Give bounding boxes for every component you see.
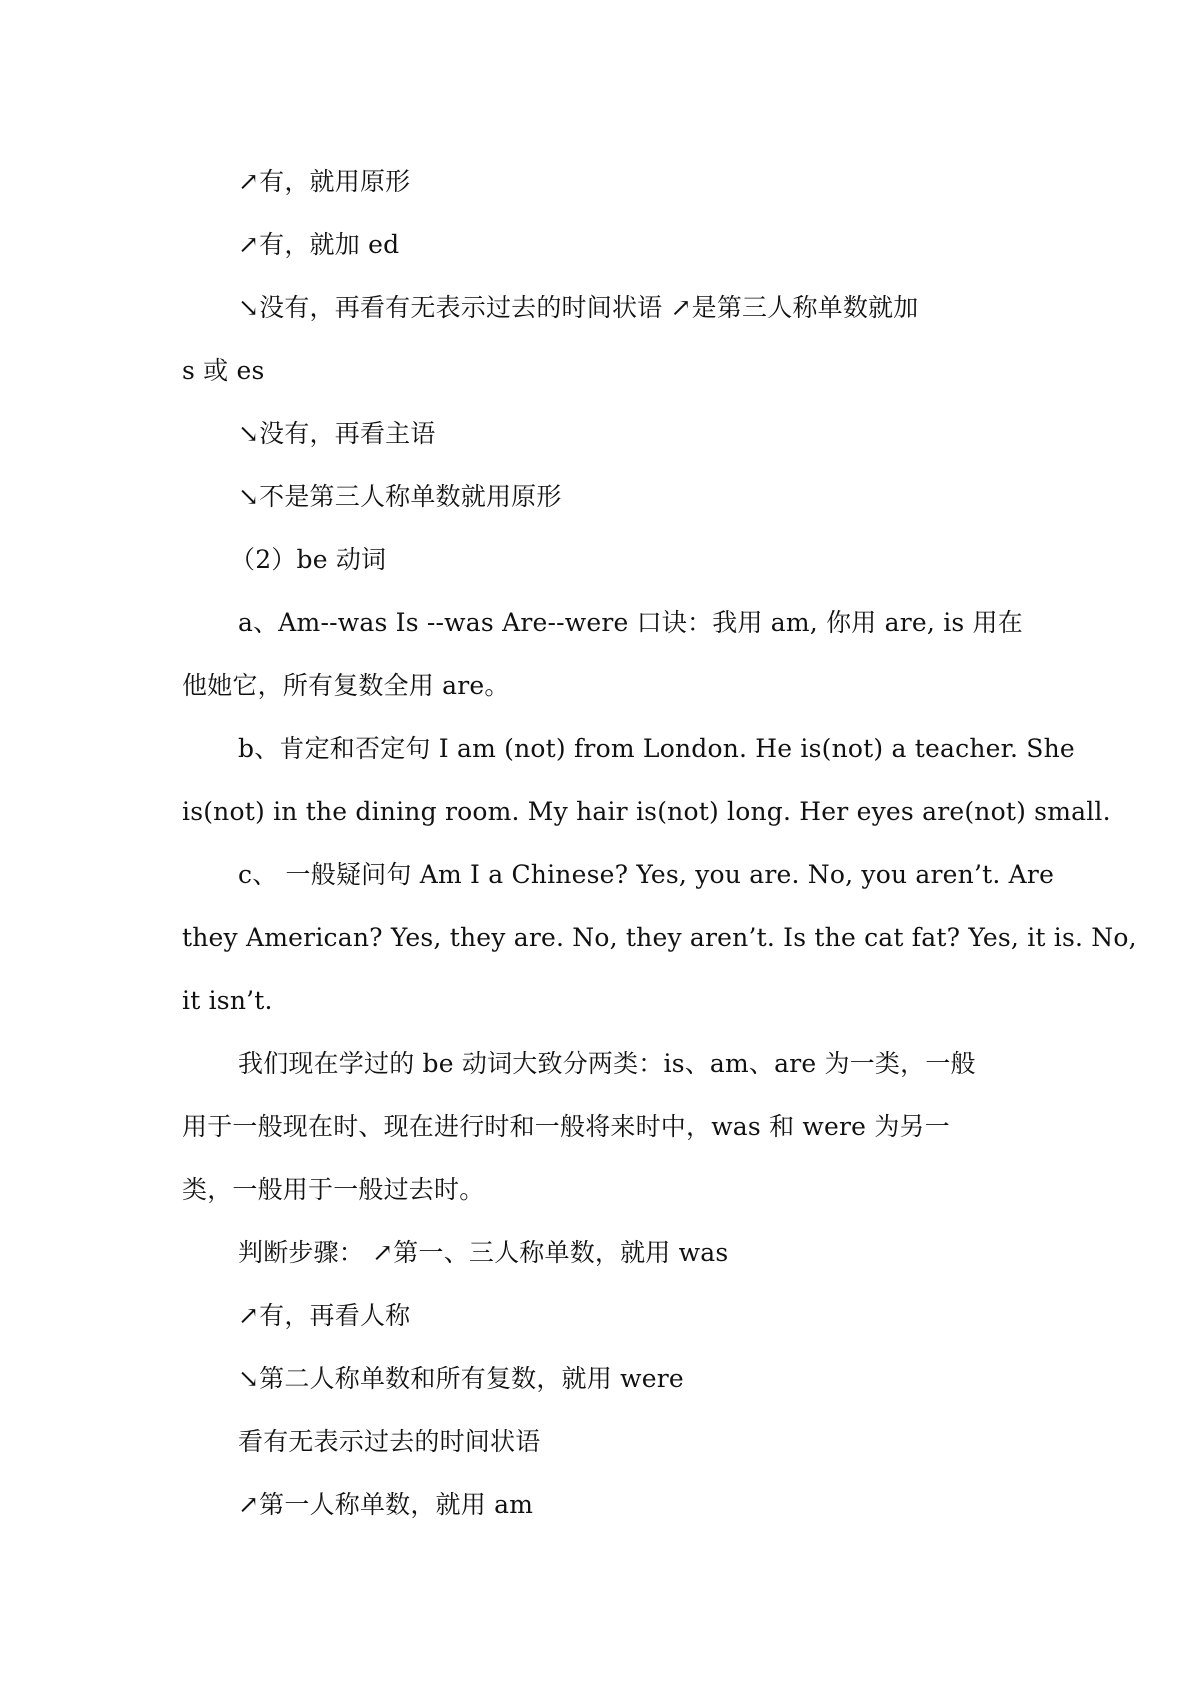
text-line: c、 一般疑问句 Am I a Chinese? Yes, you are. No, you aren’t. Are [238,860,1055,889]
text-line: ↘不是第三人称单数就用原形 [238,482,562,511]
text-line: 我们现在学过的 be 动词大致分两类：is、am、are 为一类，一般 [238,1049,976,1078]
text-line: ↗第一人称单数，就用 am [238,1490,534,1519]
text-line: 用于一般现在时、现在进行时和一般将来时中，was 和 were 为另一 [182,1112,950,1141]
text-line: is(not) in the dining room. My hair is(not) long. Her eyes are(not) small. [182,797,1111,826]
text-line: 判断步骤： ↗第一、三人称单数，就用 was [238,1238,729,1267]
text-line: they American? Yes, they are. No, they aren’t. Is the cat fat? Yes, it is. No, [182,923,1137,952]
text-line: a、Am--was Is --was Are--were 口诀：我用 am, 你用 are, is 用在 [238,608,1023,637]
text-line: ↘没有，再看有无表示过去的时间状语 ↗是第三人称单数就加 [238,293,919,322]
section-heading: （2）be 动词 [230,545,387,574]
text-line: it isn’t. [182,986,273,1015]
text-line: b、肯定和否定句 I am (not) from London. He is(not) a teacher. She [238,734,1075,763]
text-line: 看有无表示过去的时间状语 [238,1427,541,1456]
text-line: ↗有，就加 ed [238,230,400,259]
text-line: ↗有，就用原形 [238,167,411,196]
text-line: ↗有，再看人称 [238,1301,411,1330]
text-line: s 或 es [182,356,265,385]
text-line: 类，一般用于一般过去时。 [182,1175,485,1204]
document-body [182,150,1137,1536]
text-line: ↘没有，再看主语 [238,419,436,448]
text-line: ↘第二人称单数和所有复数，就用 were [238,1364,684,1393]
text-line: 他她它，所有复数全用 are。 [182,671,510,700]
